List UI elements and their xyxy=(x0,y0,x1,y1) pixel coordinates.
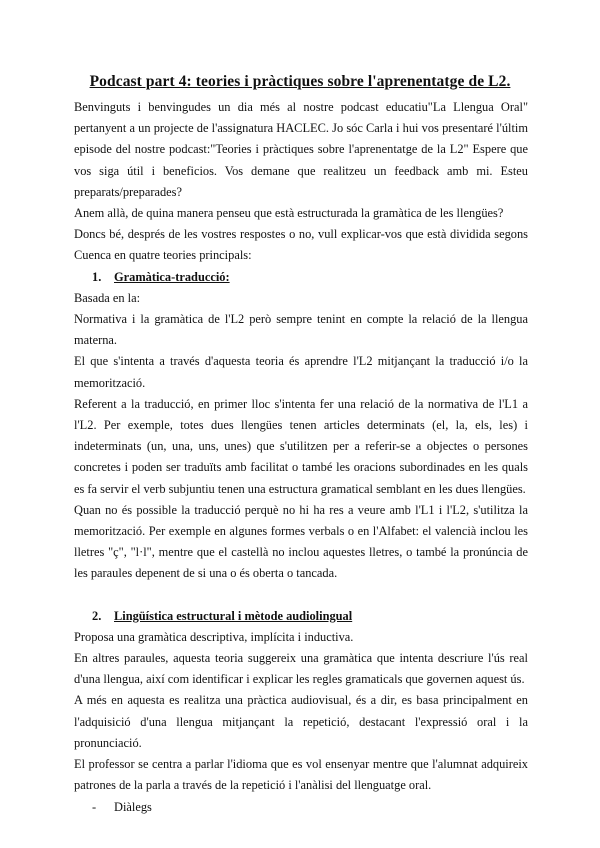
section-heading-1 xyxy=(74,267,528,288)
document-title: Podcast part 4: teories i pràctiques sobre l'aprenentatge de L2. xyxy=(89,73,511,90)
section-title: Lingüística estructural i mètode audiolingual xyxy=(114,608,353,623)
spacer xyxy=(74,585,528,606)
section-heading-2 xyxy=(74,606,528,627)
paragraph: El professor se centra a parlar l'idioma que es vol ensenyar mentre que l'alumnat adquireix patrones de la parla a través de la repetició i l'anàlisi del llenguatge oral. xyxy=(74,757,528,793)
paragraph: El que s'intenta a través d'aquesta teoria és aprendre l'L2 mitjançant la traducció i/o la memorització. xyxy=(74,354,528,390)
section-number: 1. xyxy=(92,269,102,284)
section-title: Gramàtica-traducció: xyxy=(114,269,230,284)
paragraph: Proposa una gramàtica descriptiva, implícita i inductiva. xyxy=(74,629,354,644)
document-body xyxy=(74,97,528,818)
list-item xyxy=(74,797,528,818)
paragraph: Normativa i la gramàtica de l'L2 però sempre tenint en compte la relació de la llengua materna. xyxy=(74,312,528,348)
section-number: 2. xyxy=(92,608,102,623)
theories-intro-paragraph: Doncs bé, després de les vostres respostes o no, vull explicar-vos que està dividida segons Cuenca en quatre teories principals: xyxy=(74,227,528,263)
paragraph: A més en aquesta es realitza una pràctica audiovisual, és a dir, es basa principalment en l'adquisició d'una llengua mitjançant la repetició, destacant l'expressió oral i la pronunciació. xyxy=(74,693,528,750)
list-item-text: Diàlegs xyxy=(114,799,152,814)
intro-paragraph: Benvinguts i benvingudes un dia més al nostre podcast educatiu"La Llengua Oral" pertanyent a un projecte de l'assignatura HACLEC. Jo sóc Carla i hui vos presentaré l'últim episode del nostre podcast:"Teories i pràctiques sobre l'aprenentatge de la L2" Espere que vos siga útil i beneficios. Vos demane que realitzeu un feedback amb mi. Esteu preparats/preparades? xyxy=(74,100,528,199)
bullet-dash: - xyxy=(92,799,97,814)
paragraph: Quan no és possible la traducció perquè no hi ha res a veure amb l'L1 i l'L2, s'utilitza la memorització. Per exemple en algunes formes verbals o en l'Alfabet: el valencià inclou les lletres "ç", "l·l", mentre que el castellà no inclou aquestes lletres, o també la pronúncia de les paraules depenent de si una o és oberta o tancada. xyxy=(74,502,528,581)
paragraph: En altres paraules, aquesta teoria suggereix una gramàtica que intenta descriure l'ús real d'una llengua, així com identificar i explicar les regles gramaticals que governen aquest ús. xyxy=(74,651,528,687)
question-paragraph: Anem allà, de quina manera penseu que està estructurada la gramàtica de les llengües? xyxy=(74,206,504,221)
paragraph: Basada en la: xyxy=(74,290,141,305)
paragraph: Referent a la traducció, en primer lloc s'intenta fer una relació de la normativa de l'L1 a l'L2. Per exemple, totes dues llengües tenen articles determinats (el, la, els, les) i indeterminats (un, una, uns, unes) que s'utilitzen per a referir-se a objectes o persones concretes i poden ser traduïts amb facilitat o també les oracions subordinades en les quals es fa servir el verb subjuntiu tenen una estructura gramatical semblant en les dues llengües. xyxy=(74,396,528,496)
